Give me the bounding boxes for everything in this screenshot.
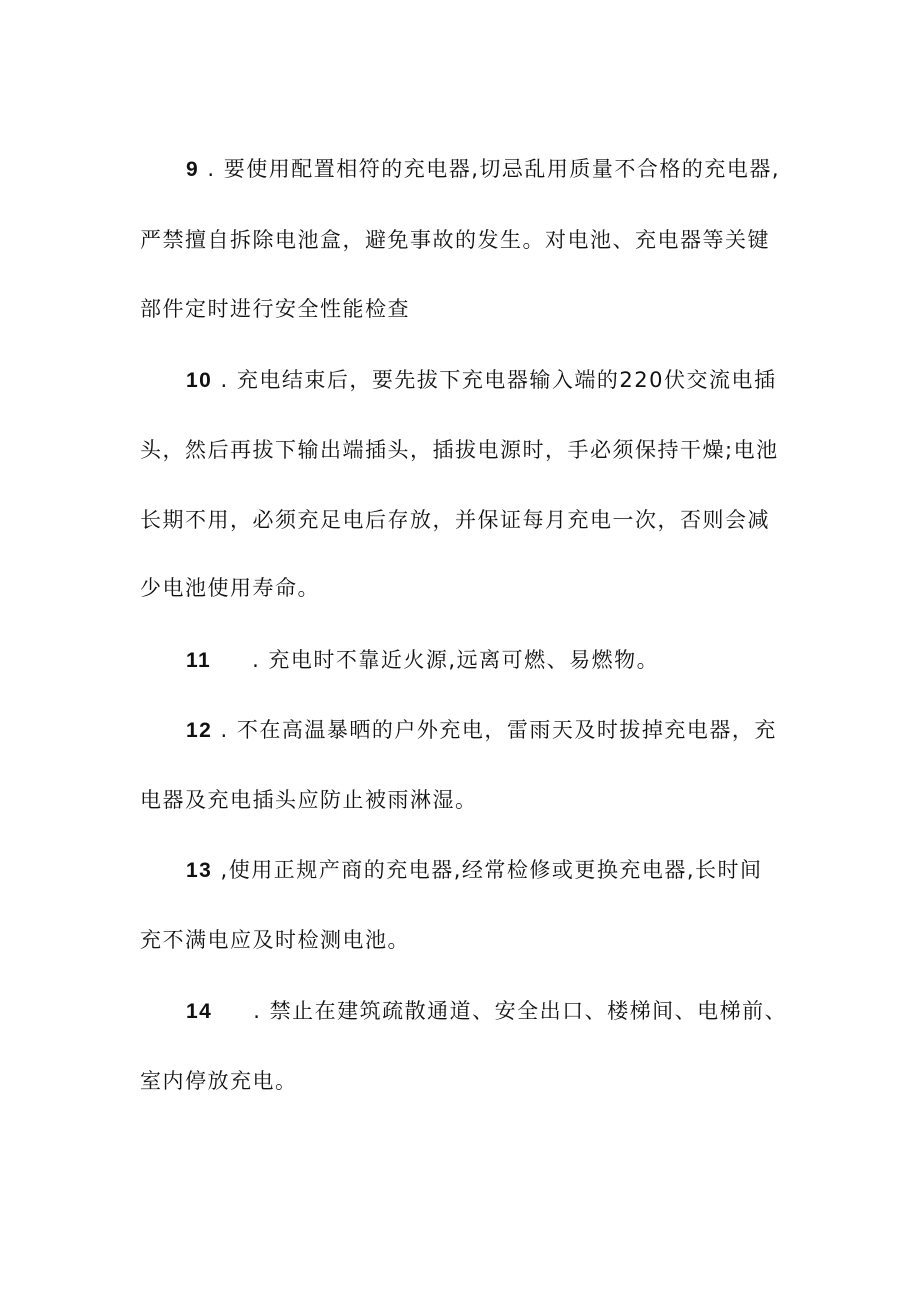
- item-text: ,使用正规产商的充电器,经常检修或更换充电器,长时间: [212, 858, 763, 882]
- item-number: 10: [186, 369, 213, 392]
- item-12-line-1: [186, 712, 800, 748]
- item-text: . 充电结束后，要先拔下充电器输入端的220伏交流电插: [212, 368, 777, 392]
- item-13-line-2: 充不满电应及时检测电池。: [140, 928, 410, 952]
- item-number: 13: [186, 859, 213, 882]
- item-14-line-1: [186, 993, 800, 1029]
- item-11-line-1: [186, 642, 800, 678]
- item-number: 14: [186, 1000, 213, 1023]
- item-10-line-2: 头，然后再拔下输出端插头，插拔电源时，手必须保持干燥;电池: [140, 438, 779, 462]
- item-10-line-4: 少电池使用寿命。: [140, 576, 320, 600]
- item-text: . 不在高温暴晒的户外充电，雷雨天及时拔掉充电器，充: [212, 718, 777, 742]
- item-number: 11: [186, 649, 212, 672]
- item-number: 12: [186, 719, 213, 742]
- item-text: . 充电时不靠近火源,远离可燃、易燃物。: [211, 648, 660, 672]
- item-12-line-2: 电器及充电插头应防止被雨淋湿。: [140, 788, 478, 812]
- item-9-line-1: [186, 151, 800, 187]
- item-9-line-2: 严禁擅自拆除电池盒，避免事故的发生。对电池、充电器等关键: [140, 228, 770, 252]
- item-14-line-2: 室内停放充电。: [140, 1069, 298, 1093]
- item-10-line-3: 长期不用，必须充足电后存放，并保证每月充电一次，否则会减: [140, 508, 770, 532]
- item-13-line-1: [186, 852, 800, 888]
- item-10-line-1: [186, 362, 800, 398]
- item-text: . 禁止在建筑疏散通道、安全出口、楼梯间、电梯前、: [212, 999, 788, 1023]
- item-9-line-3: 部件定时进行安全性能检查: [140, 297, 410, 321]
- item-text: . 要使用配置相符的充电器,切忌乱用质量不合格的充电器,: [199, 157, 781, 181]
- item-number: 9: [186, 158, 200, 181]
